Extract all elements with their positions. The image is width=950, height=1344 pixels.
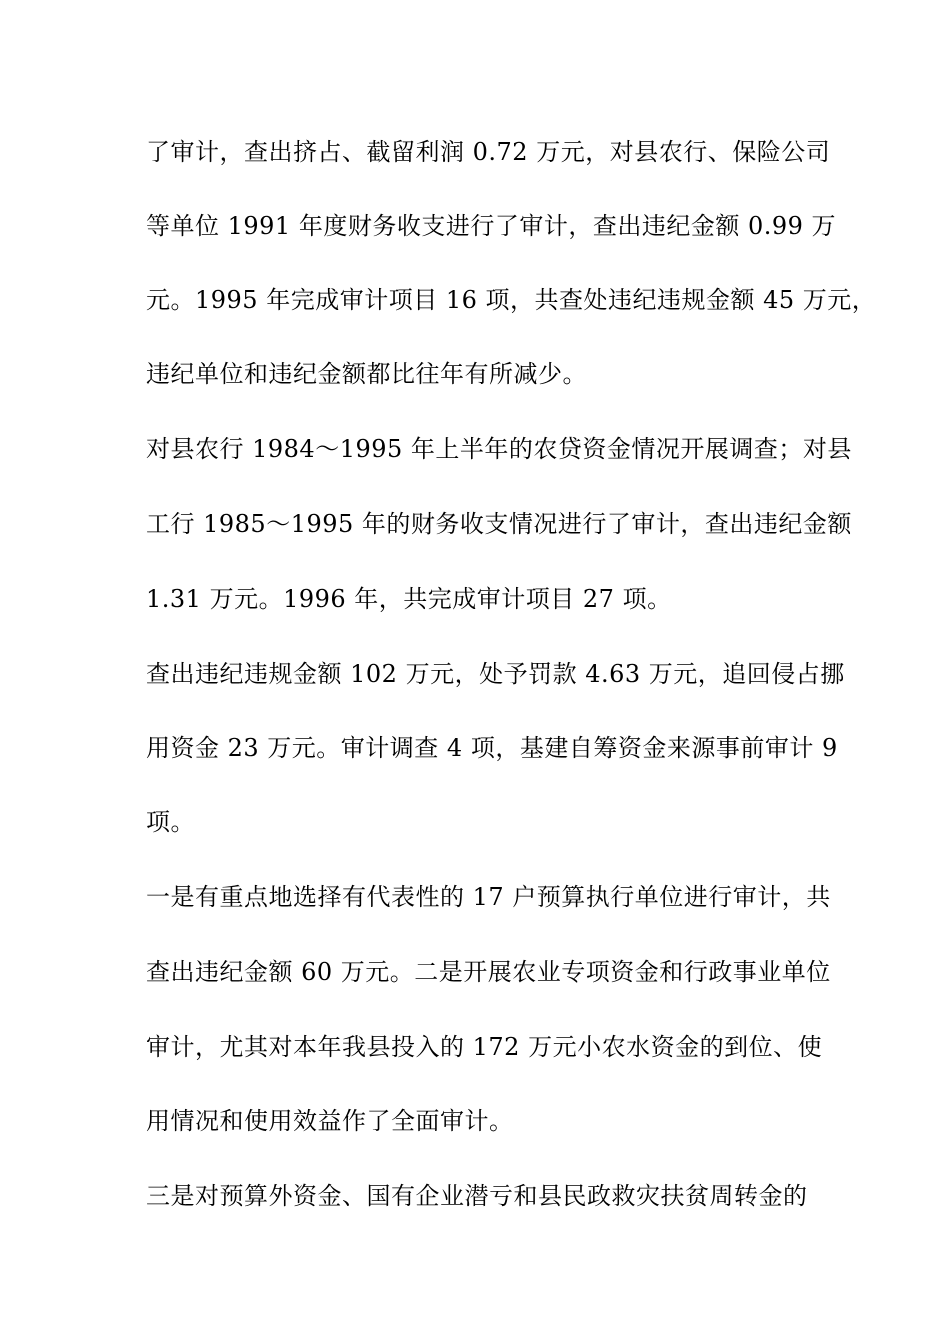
text-line: 三是对预算外资金、国有企业潜亏和县民政救灾扶贫周转金的 xyxy=(146,1182,808,1210)
text-line: 项。 xyxy=(146,808,195,836)
text-line: 用情况和使用效益作了全面审计。 xyxy=(146,1107,514,1135)
text-line: 元。1995 年完成审计项目 16 项，共查处违纪违规金额 45 万元， xyxy=(146,286,877,314)
text-line: 工行 1985～1995 年的财务收支情况进行了审计，查出违纪金额 xyxy=(146,510,852,538)
text-line: 违纪单位和违纪金额都比往年有所减少。 xyxy=(146,360,587,388)
text-line: 了审计，查出挤占、截留利润 0.72 万元，对县农行、保险公司 xyxy=(146,138,831,166)
text-line: 1.31 万元。1996 年，共完成审计项目 27 项。 xyxy=(146,585,672,613)
text-line: 查出违纪金额 60 万元。二是开展农业专项资金和行政事业单位 xyxy=(146,958,831,986)
text-line: 查出违纪违规金额 102 万元，处予罚款 4.63 万元，追回侵占挪 xyxy=(146,660,845,688)
text-line: 对县农行 1984～1995 年上半年的农贷资金情况开展调查；对县 xyxy=(146,435,852,463)
text-line: 审计，尤其对本年我县投入的 172 万元小农水资金的到位、使 xyxy=(146,1033,823,1061)
text-line: 用资金 23 万元。审计调查 4 项，基建自筹资金来源事前审计 9 xyxy=(146,734,838,762)
text-line: 等单位 1991 年度财务收支进行了审计，查出违纪金额 0.99 万 xyxy=(146,212,837,240)
text-line: 一是有重点地选择有代表性的 17 户预算执行单位进行审计，共 xyxy=(146,883,831,911)
